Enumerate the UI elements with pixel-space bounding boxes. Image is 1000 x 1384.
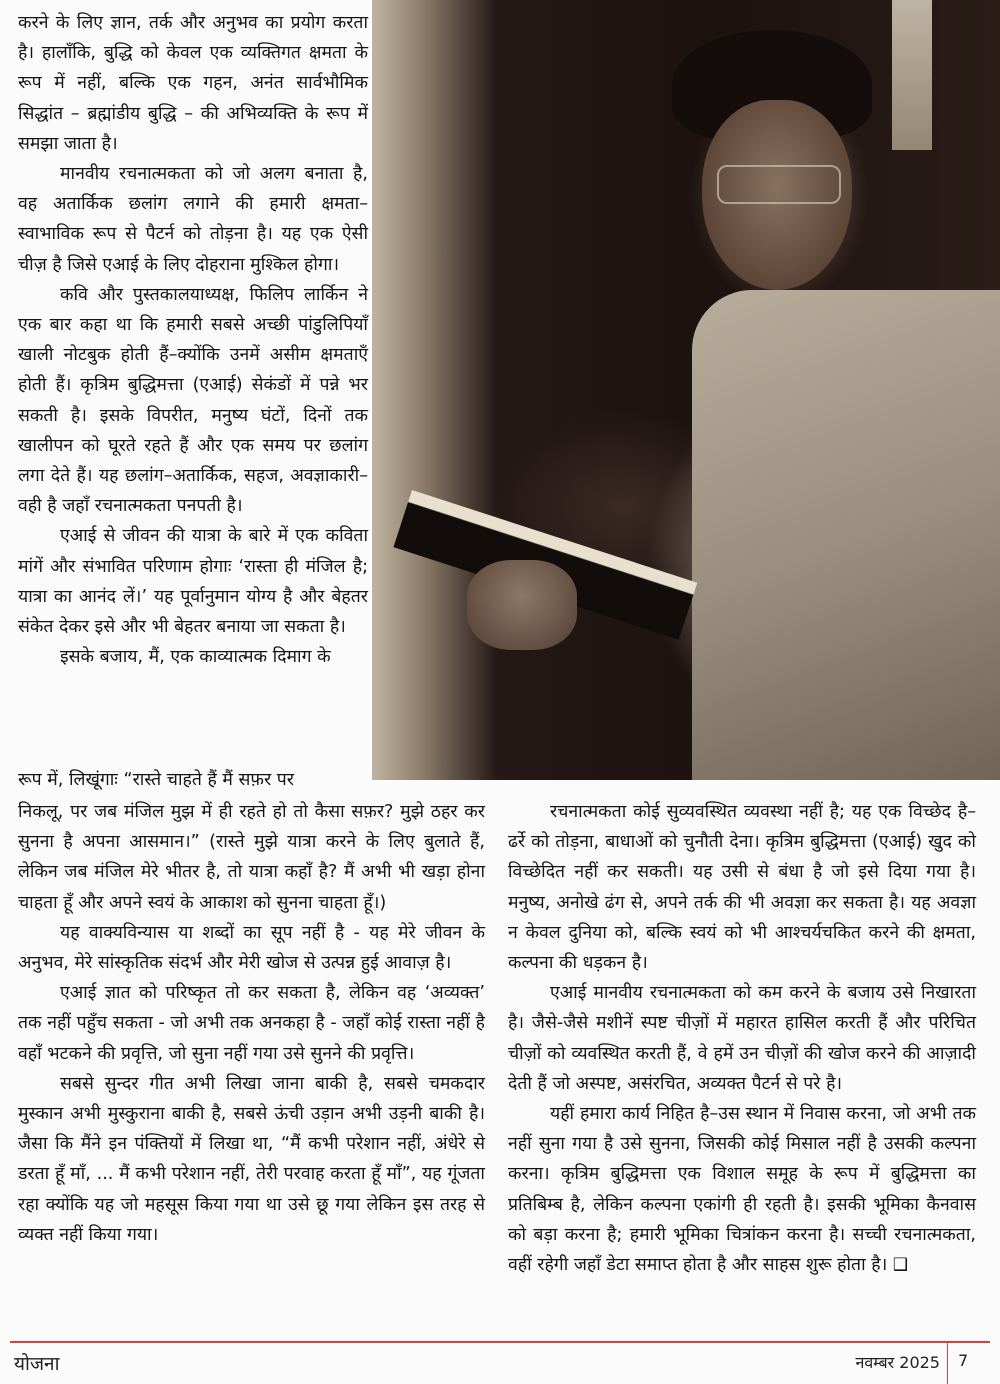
footer-page-divider	[947, 1341, 948, 1384]
paragraph-final-text: यहीं हमारा कार्य निहित है–उस स्थान में निवास करना, जो अभी तक नहीं सुना गया है उसे सुनना, जिसकी कोई मिसाल नहीं है उसकी कल्पना करना। कृत्रिम बुद्धिमत्ता एक विशाल समूह के रूप में बुद्धिमत्ता का प्रतिबिम्ब है, लेकिन कल्पना एकांगी ही रहती है। इसकी भूमिका कैनवास को बड़ा करना है; हमारी भूमिका चित्रांकन करना है। सच्ची रचनात्मकता, वहीं रहेगी जहाँ डेटा समाप्त होता है और साहस शुरू होता है।	[508, 1104, 976, 1276]
end-of-article-square-icon: ❑	[892, 1255, 909, 1276]
article-column-bottom-left	[18, 797, 485, 1250]
paragraph: रचनात्मकता कोई सुव्यवस्थित व्यवस्था नहीं है; यह एक विच्छेद है–ढर्रे को तोड़ना, बाधाओं को चुनौती देना। कृत्रिम बुद्धिमत्ता (एआई) खुद को विच्छेदित नहीं कर सकती। यह उसी से बंधा है जो इसे दिया गया है। मनुष्य, अनोखे ढंग से, अपने तर्क की भी अवज्ञा कर सकता है। यह अवज्ञा न केवल दुनिया को, बल्कि स्वयं को भी आश्चर्यचकित करने की क्षमता, कल्पना की धड़कन है।	[508, 802, 976, 974]
article-photo	[372, 0, 1000, 780]
paragraph: सबसे सुन्दर गीत अभी लिखा जाना बाकी है, सबसे चमकदार मुस्कान अभी मुस्कुराना बाकी है, सबसे ऊंची उड़ान अभी उड़नी बाकी है। जैसा कि मैंने इन पंक्तियों में लिखा था, “मैं कभी परेशान नहीं, अंधेरे से डरता हूँ माँ, ... मैं कभी परेशान नहीं, तेरी परवाह करता हूँ माँ”, यह गूंजता रहा क्योंकि यह जो महसूस किया गया था उसे छू गया लेकिन इस तरह से व्यक्त नहीं किया गया।	[18, 1073, 485, 1245]
magazine-name: योजना	[14, 1353, 60, 1375]
paragraph-final	[508, 1099, 976, 1280]
paragraph: एआई से जीवन की यात्रा के बारे में एक कविता मांगें और संभावित परिणाम होगाः ‘रास्ता ही मंजिल है; यात्रा का आनंद लें।’ यह पूर्वानुमान योग्य है और बेहतर संकेत देकर इसे और भी बेहतर बनाया जा सकता है।	[18, 526, 368, 638]
issue-date: नवम्बर 2025	[855, 1353, 940, 1372]
photo-hand	[467, 560, 577, 650]
photo-background-window	[892, 0, 932, 150]
photo-glasses	[717, 165, 841, 204]
paragraph: यह वाक्यविन्यास या शब्दों का सूप नहीं है - यह मेरे जीवन के अनुभव, मेरे सांस्कृतिक संदर्भ और मेरी खोज से उत्पन्न हुई आवाज़ है।	[18, 922, 485, 974]
paragraph: करने के लिए ज्ञान, तर्क और अनुभव का प्रयोग करता है। हालाँकि, बुद्धि को केवल एक व्यक्तिगत क्षमता के रूप में नहीं, बल्कि एक गहन, अनंत सार्वभौमिक सिद्धांत – ब्रह्मांडीय बुद्धि – की अभिव्यक्ति के रूप में समझा जाता है।	[18, 13, 368, 154]
paragraph: एआई मानवीय रचनात्मकता को कम करने के बजाय उसे निखारता है। जैसे-जैसे मशीनें स्पष्ट चीज़ों में महारत हासिल करती हैं और परिचित चीज़ों को व्यवस्थित करती हैं, वे हमें उन चीज़ों की खोज करने की आज़ादी देती हैं जो अस्पष्ट, असंरचित, अव्यक्त पैटर्न से परे है।	[508, 983, 976, 1094]
paragraph: एआई ज्ञात को परिष्कृत तो कर सकता है, लेकिन वह ‘अव्यक्त’ तक नहीं पहुँच सकता - जो अभी तक अनकहा है - जहाँ कोई रास्ता नहीं है वहाँ भटकने की प्रवृत्ति, जो सुना नहीं गया उसे सुनने की प्रवृत्ति।	[18, 983, 485, 1064]
paragraph: मानवीय रचनात्मकता को जो अलग बनाता है, वह अतार्किक छलांग लगाने की हमारी क्षमता–स्वाभाविक रूप से पैटर्न को तोड़ना है। यह एक ऐसी चीज़ है जिसे एआई के लिए दोहराना मुश्किल होगा।	[18, 164, 368, 275]
paragraph: कवि और पुस्तकालयाध्यक्ष, फिलिप लार्किन ने एक बार कहा था कि हमारी सबसे अच्छी पांडुलिपियाँ खाली नोटबुक होती हैं–क्योंकि उनमें असीम क्षमताएँ होती हैं। कृत्रिम बुद्धिमत्ता (एआई) सेकंडों में पन्ने भर सकती है। इसके विपरीत, मनुष्य घंटों, दिनों तक खालीपन को घूरते रहते हैं और एक समय पर छलांग लगा देते हैं। यह छलांग–अतार्किक, सहज, अवज्ञाकारी– वही है जहाँ रचनात्मकता पनपती है।	[18, 284, 368, 517]
paragraph-wrap-line: रूप में, लिखूंगाः “रास्ते चाहते हैं मैं सफ़र पर	[18, 770, 294, 790]
paragraph: इसके बजाय, मैं, एक काव्यात्मक दिमाग के	[60, 647, 331, 668]
article-column-top-left	[18, 8, 368, 790]
article-column-right	[508, 797, 976, 1280]
paragraph: निकलू, पर जब मंजिल मुझ में ही रहते हो तो कैसा सफ़र? मुझे ठहर कर सुनना है अपना आसमान।” (रास्ते मुझे यात्रा करने के लिए बुलाते हैं, लेकिन जब मंजिल मेरे भीतर है, तो यात्रा कहाँ है? मैं अभी भी खड़ा होना चाहता हूँ और अपने स्वयं के आकाश को सुनना चाहता हूँ।)	[18, 802, 485, 913]
page-number: 7	[958, 1351, 969, 1370]
photo-kurta	[692, 290, 1000, 780]
footer-rule	[10, 1341, 990, 1343]
